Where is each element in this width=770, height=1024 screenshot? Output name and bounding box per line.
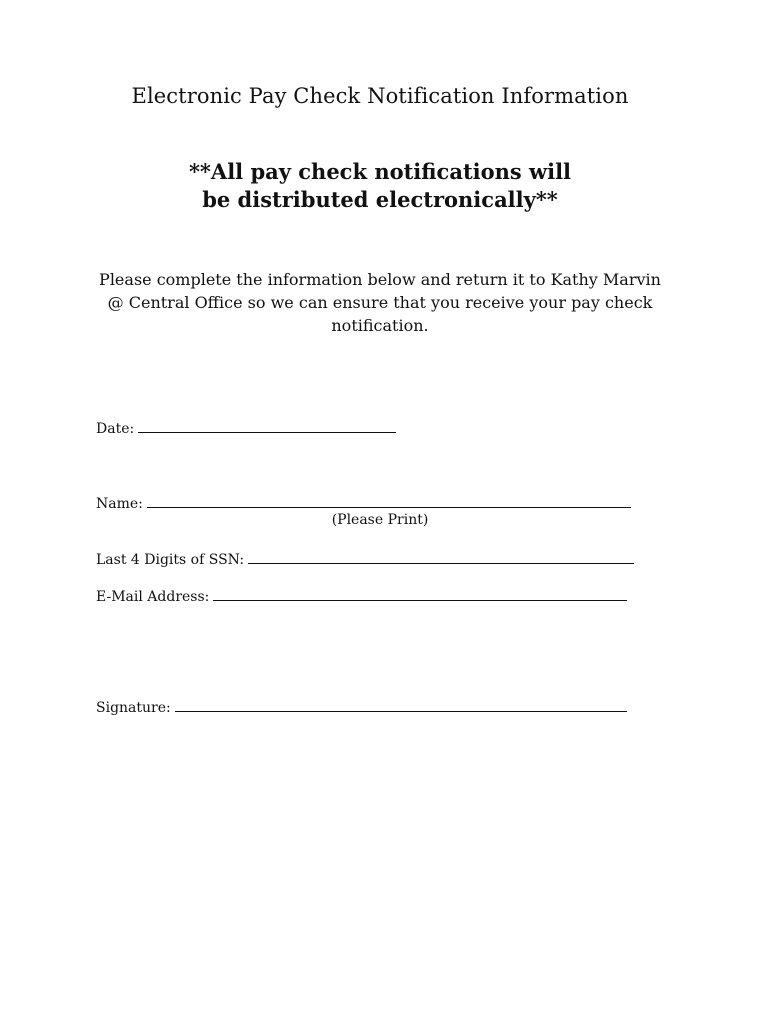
email-input-line[interactable]	[213, 586, 627, 601]
date-field	[96, 418, 396, 438]
name-hint: (Please Print)	[331, 512, 429, 528]
document-title: Electronic Pay Check Notification Information	[131, 84, 629, 108]
instructions-line-2: @ Central Office so we can ensure that you receive your pay check	[107, 293, 653, 312]
date-input-line[interactable]	[138, 418, 396, 433]
ssn-field	[96, 549, 634, 569]
signature-field	[96, 697, 627, 717]
ssn-label: Last 4 Digits of SSN:	[96, 552, 245, 568]
email-label: E-Mail Address:	[96, 589, 210, 605]
instructions-paragraph	[90, 268, 670, 337]
name-label: Name:	[96, 496, 143, 512]
date-label: Date:	[96, 421, 135, 437]
notice-heading	[0, 158, 760, 214]
email-field	[96, 586, 627, 606]
instructions-line-3: notification.	[331, 316, 429, 335]
notice-line-1: **All pay check notifications will	[188, 159, 572, 184]
name-field	[96, 493, 631, 513]
name-input-line[interactable]	[147, 493, 631, 508]
instructions-line-1: Please complete the information below and return it to Kathy Marvin	[99, 270, 661, 289]
ssn-input-line[interactable]	[248, 549, 634, 564]
signature-input-line[interactable]	[175, 697, 627, 712]
notice-line-2: be distributed electronically**	[202, 187, 558, 212]
signature-label: Signature:	[96, 700, 171, 716]
